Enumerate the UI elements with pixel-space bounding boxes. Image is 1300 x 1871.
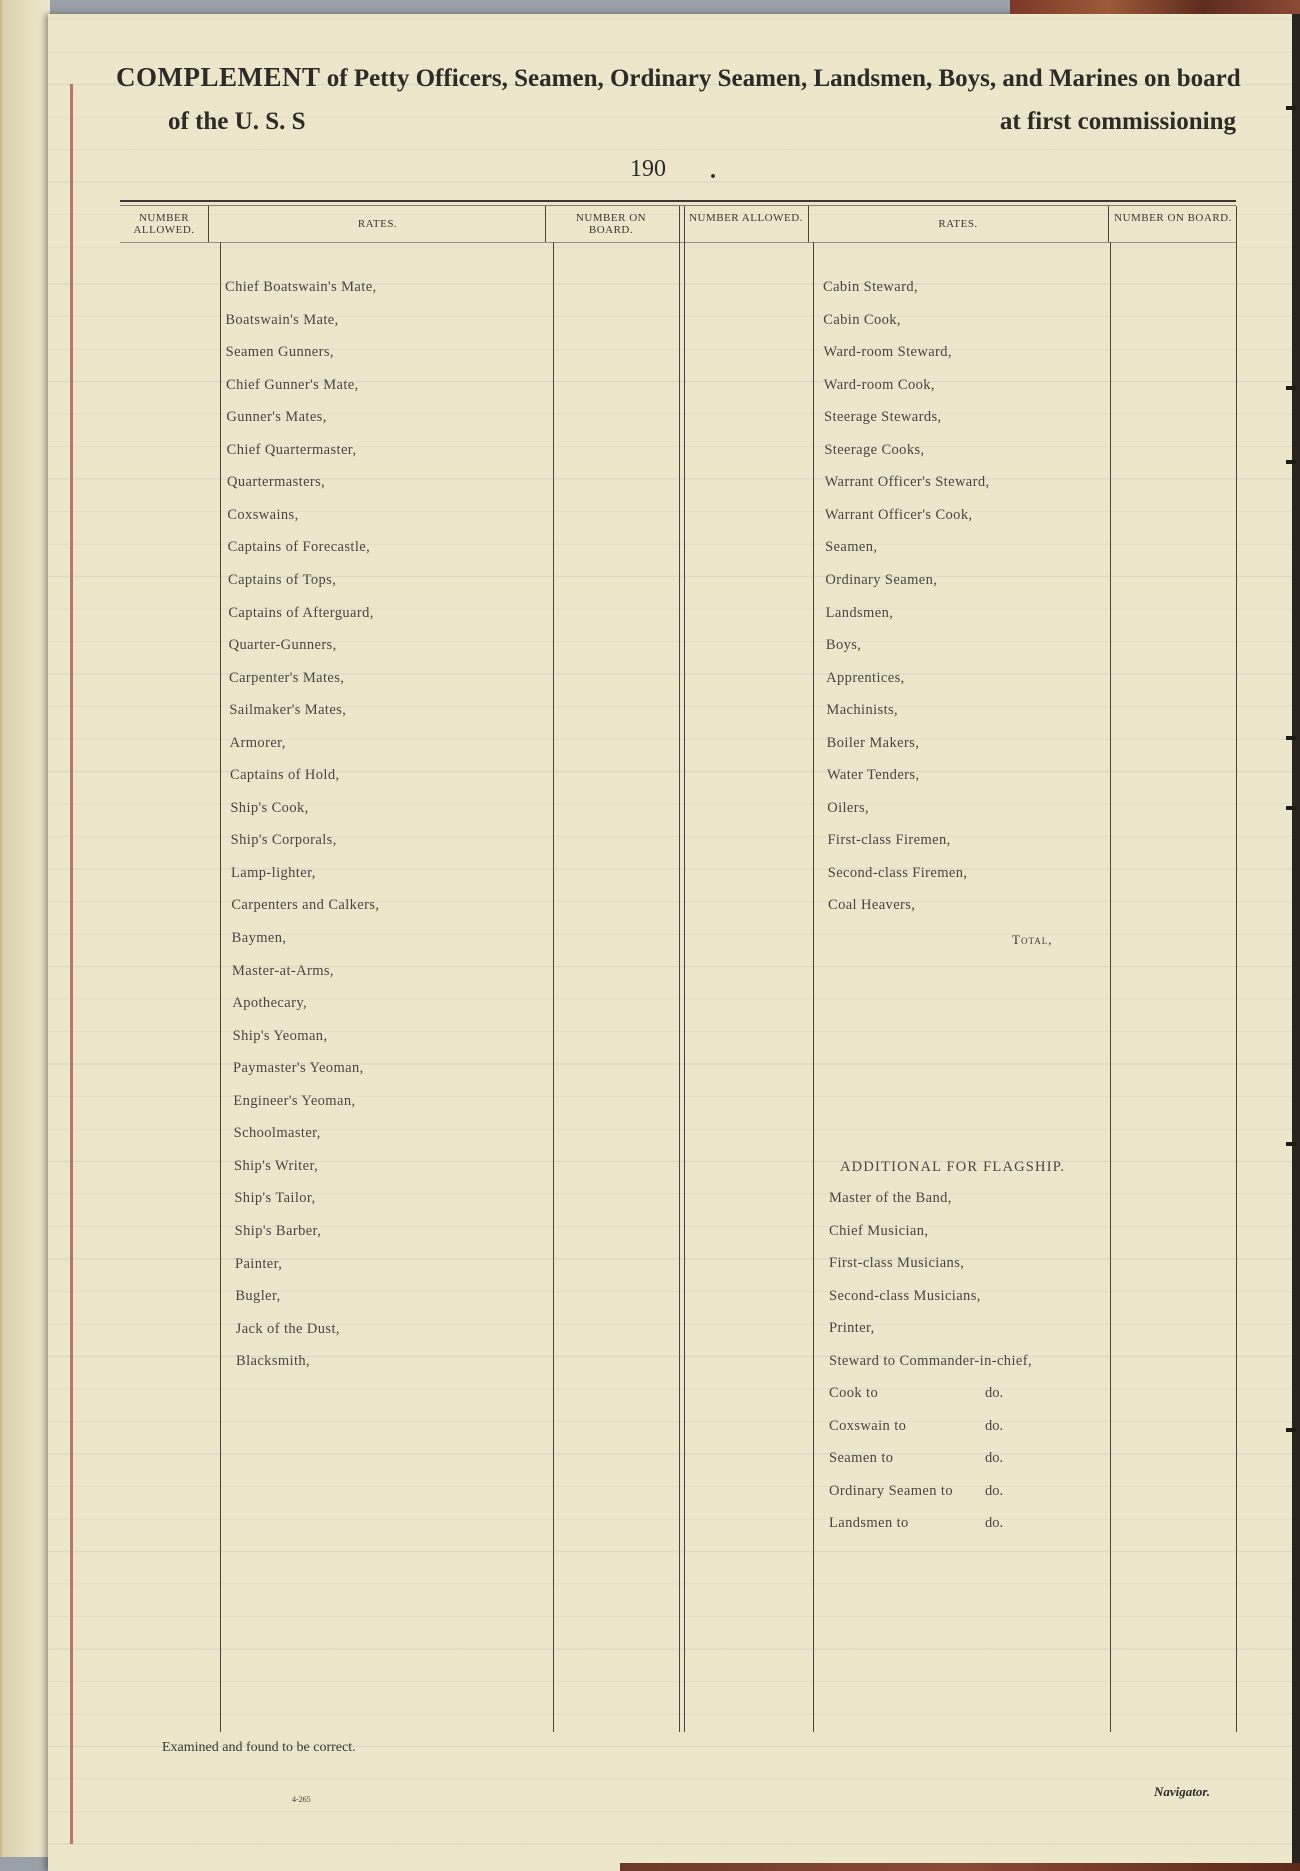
rate-item: Gunner's Mates, [226,409,327,426]
column-divider [808,206,809,242]
flagship-item: Chief Musician, [829,1222,929,1239]
flagship-item: Steward to Commander-in-chief, [829,1352,1032,1369]
rate-item: Cabin Cook, [823,311,901,328]
rate-item: Steerage Cooks, [824,441,925,458]
center-double-rule [679,206,680,1732]
rate-item: Carpenters and Calkers, [231,897,380,914]
header-rates-right: RATES. [938,218,978,230]
rate-item: Quartermasters, [227,474,326,491]
rate-item: Captains of Forecastle, [227,539,371,556]
rate-item: Lamp-lighter, [231,864,316,881]
rate-item: Jack of the Dust, [235,1320,340,1337]
header-number-allowed-left: NUMBER ALLOWED. [133,212,195,236]
rate-item: Machinists, [826,702,899,719]
rate-item: Warrant Officer's Cook, [824,506,973,523]
rate-item: Ordinary Seamen, [825,571,938,588]
page-tab-marker [1286,386,1296,390]
rate-item: Seamen Gunners, [225,344,334,361]
ditto-mark: do. [985,1385,1004,1401]
examined-note: Examined and found to be correct. [162,1740,356,1755]
ditto-mark: do. [985,1450,1004,1466]
rate-item: Paymaster's Yeoman, [233,1060,364,1077]
rate-item: Second-class Firemen, [827,864,968,881]
rate-item: Seamen, [825,539,878,556]
column-divider [220,242,221,1732]
flagship-heading: ADDITIONAL FOR FLAGSHIP. [840,1159,1066,1175]
ditto-mark: do. [985,1417,1004,1434]
page-edge [1292,14,1300,1863]
flagship-item: Coxswain to [829,1417,907,1434]
rate-item: Landsmen, [825,604,894,621]
page-tab-marker [1286,460,1296,464]
page-tab-marker [1286,106,1296,110]
rate-item: Ward-room Cook, [823,376,935,393]
rate-item: Ship's Cook, [230,799,309,816]
flagship-item: Landsmen to [829,1515,909,1531]
column-divider [1108,206,1109,242]
rate-item: Captains of Hold, [230,767,340,784]
flagship-item: Master of the Band, [829,1190,952,1206]
flagship-item: First-class Musicians, [829,1255,965,1271]
rate-item: Armorer, [229,734,286,751]
page-tab-marker [1286,736,1296,740]
year-field: 190 [630,156,666,182]
header-number-allowed-right: NUMBER ALLOWED. [689,212,803,224]
rate-item: Baymen, [231,930,287,946]
flagship-item: Second-class Musicians, [829,1287,981,1304]
ditto-mark: do. [985,1515,1004,1531]
rate-item: Carpenter's Mates, [229,669,345,686]
flagship-item: Cook to [829,1385,879,1401]
rate-item: Chief Boatswain's Mate, [225,279,377,295]
column-divider [545,206,546,242]
year-dot: . [710,158,716,184]
rate-item: Blacksmith, [236,1353,311,1370]
rate-item: Ward-room Steward, [823,344,952,361]
form-number: 4-265 [292,1795,311,1804]
rate-item: Ship's Barber, [234,1222,322,1239]
rate-item: Captains of Tops, [228,571,337,588]
rate-item: Master-at-Arms, [232,962,334,979]
total-label: Total, [1012,932,1053,947]
rate-item: Schoolmaster, [233,1125,321,1142]
table-right-edge [1236,206,1237,1732]
header-number-on-board-right: NUMBER ON BOARD. [1114,212,1232,224]
page-tab-marker [1286,1142,1296,1146]
page-tab-marker [1286,1428,1296,1432]
rate-item: Quarter-Gunners, [228,637,337,654]
flagship-item: Printer, [829,1320,875,1336]
title-lead: COMPLEMENT [116,62,321,92]
table-top-rule [120,200,1236,202]
table-top-rule-thin [120,205,1236,206]
rate-item: First-class Firemen, [827,832,951,849]
book-spine [0,0,50,1857]
rate-item: Apothecary, [232,995,308,1012]
binding-corner-bottom [620,1863,1300,1871]
binding-corner-top [1010,0,1300,14]
rate-item: Bugler, [235,1288,281,1305]
rate-item: Coxswains, [227,506,299,523]
rate-item: Oilers, [827,799,870,816]
flagship-item: Seamen to [829,1450,894,1466]
rate-item: Ship's Corporals, [230,832,337,849]
rate-item: Boiler Makers, [826,734,920,751]
rate-item: Ship's Writer, [234,1157,319,1174]
title-rest: of Petty Officers, Seamen, Ordinary Seamen, Landsmen, Boys, and Marines on board [326,65,1241,92]
page-tab-marker [1286,806,1296,810]
margin-rule [70,84,73,1844]
rate-item: Ship's Yeoman, [232,1027,328,1044]
rate-item: Ship's Tailor, [234,1190,316,1207]
rate-item: Coal Heavers, [828,897,916,914]
column-divider [813,242,814,1732]
rate-item: Cabin Steward, [823,279,919,295]
ditto-mark: do. [985,1482,1004,1499]
column-divider [1110,242,1111,1732]
center-double-rule [684,206,685,1732]
ship-name-label: of the U. S. S [168,108,306,135]
rate-item: Painter, [235,1255,283,1272]
rate-item: Chief Gunner's Mate, [226,376,359,393]
commissioning-label: at first commissioning [999,108,1236,135]
rate-item: Engineer's Yeoman, [233,1092,356,1109]
column-divider [553,242,554,1732]
rate-item: Boys, [825,637,862,654]
rate-item: Steerage Stewards, [824,409,942,426]
rate-item: Boatswain's Mate, [225,311,339,328]
header-number-on-board-left: NUMBER ON BOARD. [575,212,647,236]
header-bottom-rule [120,242,1236,243]
rate-item: Warrant Officer's Steward, [824,474,990,491]
form-title [116,62,1241,93]
rate-item: Sailmaker's Mates, [229,702,347,719]
rate-item: Chief Quartermaster, [226,441,357,458]
rate-item: Captains of Afterguard, [228,604,374,621]
flagship-item: Ordinary Seamen to [829,1482,953,1499]
header-rates-left: RATES. [357,218,398,230]
rate-item: Apprentices, [826,669,905,686]
rate-item: Water Tenders, [826,767,920,784]
column-divider [208,206,209,242]
navigator-signature-label: Navigator. [1154,1784,1210,1799]
